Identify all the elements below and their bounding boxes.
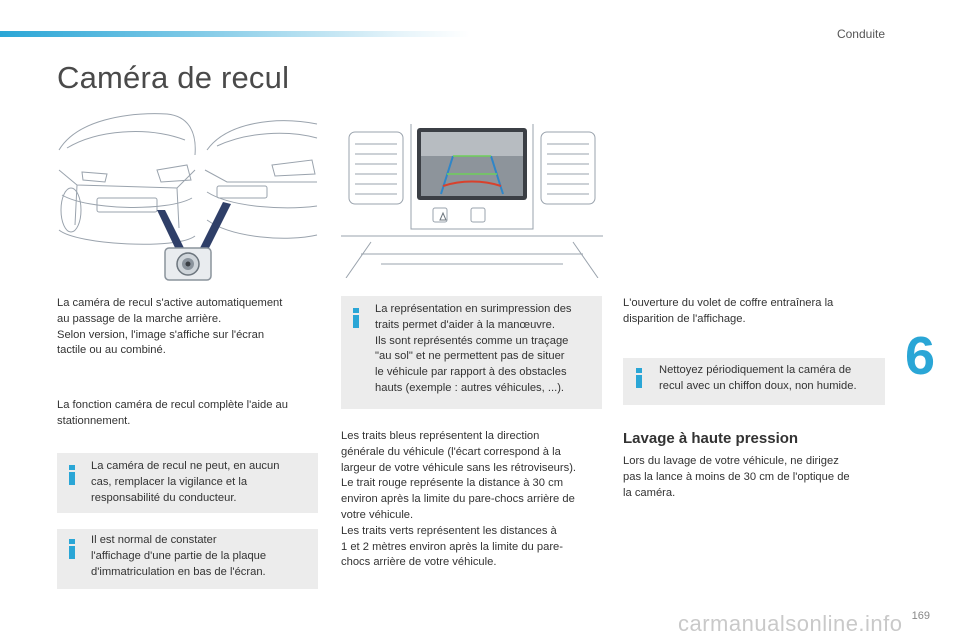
- high-pressure-line: la caméra.: [623, 486, 676, 499]
- parking-aid-line: La fonction caméra de recul complète l'aide au: [57, 399, 288, 411]
- chapter-number: 6: [905, 326, 936, 386]
- high-pressure-line: pas la lance à moins de 30 cm de l'optique de: [623, 470, 850, 483]
- tailgate-line: L'ouverture du volet de coffre entraînera la: [623, 297, 834, 309]
- page-number: 169: [911, 610, 930, 622]
- tailgate-line: disparition de l'affichage.: [623, 312, 746, 325]
- info-line: recul avec un chiffon doux, non humide.: [659, 379, 857, 392]
- info-line: La caméra de recul ne peut, en aucun: [91, 460, 280, 472]
- guide-line-text: Les traits bleus représentent la direction: [341, 430, 540, 442]
- intro-line: Selon version, l'image s'affiche sur l'écran: [57, 328, 265, 341]
- guide-line-text: chocs arrière de votre véhicule.: [341, 556, 497, 569]
- info-line: d'immatriculation en bas de l'écran.: [91, 565, 266, 578]
- info-line: "au sol" et ne permettent pas de situer: [375, 350, 565, 363]
- info-line: responsabilité du conducteur.: [91, 491, 237, 504]
- info-line: l'affichage d'une partie de la plaque: [91, 549, 267, 562]
- guide-line-text: Le trait rouge représente la distance à 30 cm: [341, 477, 564, 490]
- info-box-overlay-lines: [341, 296, 602, 409]
- guide-line-text: environ après la limite du pare-chocs arrière de: [341, 493, 575, 506]
- guide-line-text: Les traits verts représentent les distances à: [341, 524, 557, 537]
- tailgate-paragraph: [623, 296, 885, 328]
- section-label: Conduite: [836, 27, 885, 41]
- car-rear-illustration: [57, 110, 319, 285]
- info-line: Ils sont représentés comme un traçage: [375, 334, 569, 347]
- intro-line: tactile ou au combiné.: [57, 344, 166, 357]
- info-icon: [635, 368, 643, 388]
- info-line: La représentation en surimpression des: [375, 303, 572, 315]
- intro-line: au passage de la marche arrière.: [57, 312, 222, 325]
- guide-line-text: 1 et 2 mètres environ après la limite du pare-: [341, 540, 563, 553]
- dashboard-screen-illustration: [341, 124, 603, 278]
- guide-line-text: votre véhicule.: [341, 508, 414, 521]
- high-pressure-line: Lors du lavage de votre véhicule, ne dirigez: [623, 455, 839, 467]
- info-icon: [352, 308, 360, 328]
- info-icon: [68, 539, 76, 559]
- section-heading: Lavage à haute pression: [623, 430, 799, 447]
- parking-aid-paragraph: [57, 398, 319, 430]
- page-title: Caméra de recul: [57, 60, 290, 95]
- info-line: le véhicule par rapport à des obstacles: [375, 366, 567, 379]
- info-line: cas, remplacer la vigilance et la: [91, 475, 248, 488]
- high-pressure-paragraph: [623, 454, 885, 501]
- intro-paragraph: [57, 296, 319, 359]
- info-box-license-plate: [57, 529, 318, 589]
- info-box-cleaning: [623, 358, 885, 405]
- intro-line: La caméra de recul s'active automatiquement: [57, 297, 283, 309]
- watermark: carmanualsonline.info: [678, 611, 903, 636]
- guide-line-text: largeur de votre véhicule sans les rétroviseurs).: [341, 461, 577, 474]
- info-icon: [68, 465, 76, 485]
- guide-line-text: générale du véhicule (l'écart correspond à la: [341, 445, 561, 458]
- guide-lines-paragraph: [341, 429, 611, 571]
- info-line: Nettoyez périodiquement la caméra de: [659, 364, 852, 376]
- info-box-vigilance: [57, 453, 318, 513]
- info-line: hauts (exemple : autres véhicules, ...).: [375, 381, 565, 394]
- header-accent-bar: [0, 31, 470, 37]
- parking-aid-line: stationnement.: [57, 414, 131, 427]
- info-line: traits permet d'aider à la manœuvre.: [375, 318, 555, 331]
- info-line: Il est normal de constater: [91, 534, 217, 546]
